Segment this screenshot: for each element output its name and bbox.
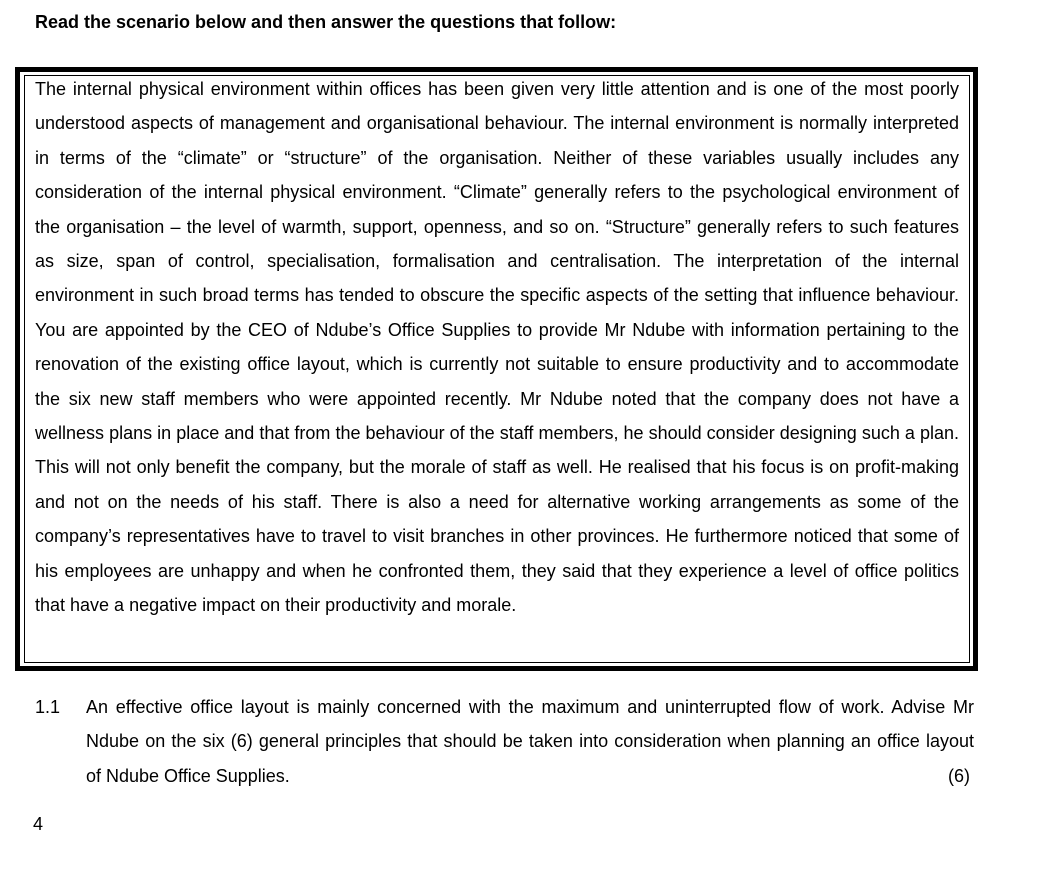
scenario-text: The internal physical environment within offices has been given very little attention and is one of the most poorly understood aspects of management and organisational behaviour. The internal environment is normally interpreted in terms of the “climate” or “structure” of the organisation. Neither of these variables usually includes any consideration of the internal physical environment. “Climate” generally refers to the psychological environment of the organisation – the level of warmth, support, openness, and so on. “Structure” generally refers to such features as size, span of control, specialisation, formalisation and centralisation. The interpretation of the internal environment in such broad terms has tended to obscure the specific aspects of the setting that influence behaviour. You are appointed by the CEO of Ndube’s Office Supplies to provide Mr Ndube with information pertaining to the renovation of the existing office layout, which is currently not suitable to ensure productivity and to accommodate the six new staff members who were appointed recently. Mr Ndube noted that the company does not have a wellness plans in place and that from the behaviour of the staff members, he should consider designing such a plan. This will not only benefit the company, but the morale of staff as well. He realised that his focus is on profit-making and not on the needs of his staff. There is also a need for alternative working arrangements as some of the company’s representatives have to travel to visit branches in other provinces. He furthermore noticed that some of his employees are unhappy and when he confronted them, they said that they experience a level of office politics that have a negative impact on their productivity and morale.: [35, 79, 959, 616]
question-number: 1.1: [35, 697, 61, 717]
question-marks: (6): [948, 766, 970, 786]
question-text: An effective office layout is mainly concerned with the maximum and uninterrupted flow of work. Advise Mr Ndube on the six (6) general principles that should be taken into consideration when planning an office layout of Ndube Office Supplies.: [86, 697, 974, 786]
instruction-heading: Read the scenario below and then answer the questions that follow:: [35, 12, 617, 32]
page-number: 4: [33, 814, 44, 834]
